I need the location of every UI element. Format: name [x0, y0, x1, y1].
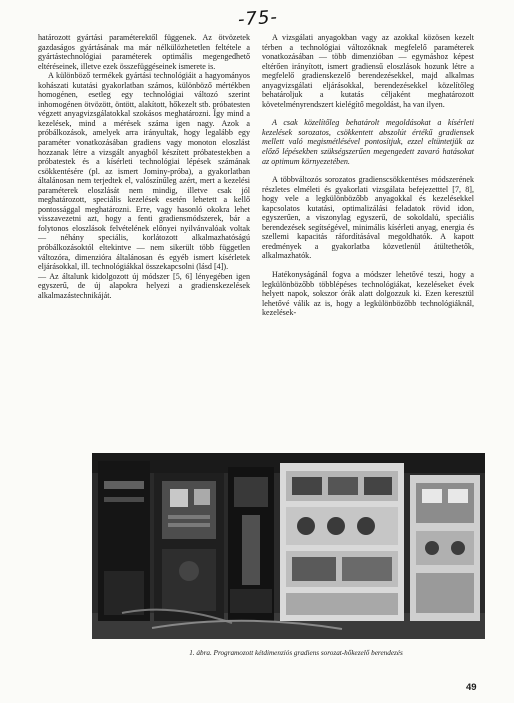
left-paragraph-final: — Az általunk kidolgozott új módszer [5, 6] lényegében igen egyszerű, de új alapokra helyezi a gradienskezelések alkalmazástechnikáját. — [38, 271, 250, 300]
left-paragraph-1: határozott gyártási paraméterektől függenek. Az ötvözetek gazdaságos gyártásának ma már nélkülözhetetlen feltétele a gyártástechnológiai paraméterek optimális megengedhető eltéréseinek, illetve ezek összefüggéseinek ismerete is. — [38, 33, 250, 71]
right-paragraph-last: Hatékonyságánál fogva a módszer lehetővé teszi, hogy a legkülönbözőbb többlépéses technológiákat, kezeléseket évek helyett napok, sokszor órák alatt dolgozzuk ki. Ezen keresztül lehetővé válik az is, hogy a legkülönbözőbb technológiáknál, kezelések- — [262, 270, 474, 318]
right-paragraph-italic: A csak közelítőleg behatárolt megoldásokat a kísérleti kezelések sorozatos, csökkentett abszolút értékű gradiensek mellett való megismétlésével pontosítjuk, ezzel eltüntetjük az előző lépésekben szükségszerűen megengedett zavaró hatásokat az optimum környezetében. — [262, 118, 474, 166]
left-paragraph-2: A különböző termékek gyártási technológiáit a hagyományos kohászati kutatási gyakorlatban számos, különböző mértékben homogénen, esetleg egy technológiai változó szerint inhomogénen ötvözött, öntött, alakított, hőkezelt stb. próbatesten végzett anyagvizsgálatokkal szokásos meghatározni. Így mind a kezelések, mind a mérések száma igen nagy. Azok a próbálkozások, amelyek arra irányultak, hogy legalább egy paraméter vonatkozásában gradiens vagy monoton eloszlást hozzanak létre a vizsgált anyagból készített próbatestekben a próbatestek és a kísérleti technológiai lépések számának csökkentésére (pl. az ismert Jominy-próba), a gyakorlatban általánosan nem terjedtek el, valószínűleg azért, mert a kezelési paraméterek eloszlását nem mindig, illetve csak jól meghatározott, speciális kezelések esetén lehetett a kellő pontossággal meghatározni. Erre, vagy hasonló okokra lehet visszavezetni azt, hogy a fenti gradiensmódszerek, bár a folytonos eloszlások felvételének előnyei nyilvánvalóak voltak — néhány speciális, korlátozott alkalmazhatóságú próbálkozásoktól eltekintve — nem sikerült több független változóra, dimenzióra általánosan és egyéb ismert kísérletek eljárásokkal, ill. technológiákkal összekapcsolni (lásd [4]). — [38, 71, 250, 272]
handwritten-page-note: -75- — [237, 6, 279, 31]
right-paragraph-1: A vizsgálati anyagokban vagy az azokkal közösen kezelt térben a technológiai változóknak megfelelő paraméterek vonatkozásában — több dimenzióban — egymáshoz képest eltérően irányított, ismert gradiensű eloszlások hozunk létre a megfelelő gradienskezelő berendezésekkel, majd alkalmas anyagvizsgálati eljárásokkal, berendezésekkel közelítőleg behatároljuk a kutatás céljaként meghatározott követelményrendszert kielégítő megoldást, ha van ilyen. — [262, 33, 474, 109]
right-paragraph-middle: A többváltozós sorozatos gradienscsökkentéses módszerének részletes elméleti és gyakorlati vizsgálata befejezetttel [7, 8], hogy vele a legkülönbözőbb anyagokkal és kezelésekkel kapcsolatos kutatási, optimalizálási feladatok rövid idon, egyszerűen, a viszonylag egyszerű, de sokoldalú, speciális berendezések segítségével, minimális kísérleti anyag, energia és szellemi kapacitás ráfordításával megoldhatók. A kapott eredmények a gyakorlatba közvetlenül átültethetők, alkalmazhatók. — [262, 175, 474, 261]
equipment-photo — [92, 453, 485, 639]
equipment-photo-drawing — [92, 453, 485, 639]
left-text-column — [38, 33, 250, 300]
page-number: 49 — [466, 682, 477, 693]
right-text-column — [262, 33, 474, 318]
figure-caption: 1. ábra. Programozott kétdimenziós gradiens sorozat-hőkezelő berendezés — [189, 649, 403, 657]
